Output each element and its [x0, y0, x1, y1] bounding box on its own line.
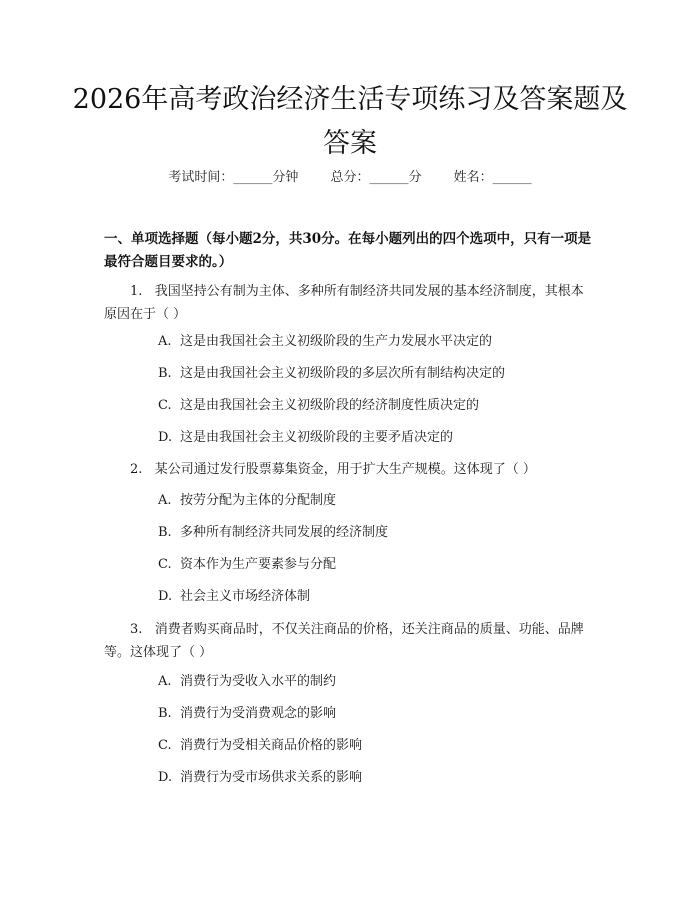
option-text: 多种所有制经济共同发展的经济制度: [180, 525, 389, 540]
option-letter: C.: [158, 557, 172, 572]
option-letter: C.: [158, 738, 172, 753]
exam-meta: [0, 166, 700, 185]
option-text: 这是由我国社会主义初级阶段的多层次所有制结构决定的: [180, 366, 506, 381]
question-3-option-b: [158, 704, 596, 724]
question-1-option-a: [158, 332, 596, 352]
question-1: 1. 我国坚持公有制为主体、多种所有制经济共同发展的基本经济制度，其根本原因在于（ ）: [104, 284, 584, 322]
option-text: 社会主义市场经济体制: [180, 589, 311, 604]
option-letter: A.: [158, 674, 172, 689]
question-3-option-a: [158, 672, 596, 692]
question-2: 2. 某公司通过发行股票募集资金，用于扩大生产规模。这体现了（ ）: [130, 462, 536, 477]
question-3-option-c: [158, 736, 596, 756]
question-3-option-d: [158, 768, 596, 788]
question-1-option-b: [158, 364, 596, 384]
question-3: 3. 消费者购买商品时，不仅关注商品的价格，还关注商品的质量、功能、品牌等。这体现了（ ）: [104, 622, 584, 660]
option-text: 消费行为受消费观念的影响: [180, 706, 337, 721]
question-2-option-c: [158, 555, 596, 575]
option-text: 消费行为受相关商品价格的影响: [180, 738, 363, 753]
option-letter: D.: [158, 770, 173, 785]
document-title: 2026年高考政治经济生活专项练习及答案题及答案: [72, 84, 628, 159]
question-2-option-d: [158, 587, 596, 607]
exam-time: 考试时间：______分钟: [168, 170, 299, 185]
option-letter: C.: [158, 398, 172, 413]
option-text: 消费行为受市场供求关系的影响: [180, 770, 363, 785]
option-letter: D.: [158, 430, 173, 445]
question-2-option-b: [158, 523, 596, 543]
option-text: 消费行为受收入水平的制约: [180, 674, 337, 689]
option-letter: A.: [158, 493, 172, 508]
option-letter: A.: [158, 334, 172, 349]
option-text: 这是由我国社会主义初级阶段的生产力发展水平决定的: [180, 334, 493, 349]
option-letter: B.: [158, 525, 172, 540]
option-text: 这是由我国社会主义初级阶段的主要矛盾决定的: [180, 430, 454, 445]
option-text: 这是由我国社会主义初级阶段的经济制度性质决定的: [180, 398, 480, 413]
option-text: 资本作为生产要素参与分配: [180, 557, 337, 572]
question-1-option-d: [158, 428, 596, 448]
section-heading: 一、单项选择题（每小题2分，共30分。在每小题列出的四个选项中，只有一项是最符合题目要求的。）: [104, 231, 592, 270]
option-text: 按劳分配为主体的分配制度: [180, 493, 337, 508]
question-2-option-a: [158, 491, 596, 511]
option-letter: B.: [158, 366, 172, 381]
exam-score: 总分：______分: [330, 170, 422, 185]
exam-name: 姓名：______: [453, 170, 532, 185]
question-1-option-c: [158, 396, 596, 416]
option-letter: D.: [158, 589, 173, 604]
option-letter: B.: [158, 706, 172, 721]
